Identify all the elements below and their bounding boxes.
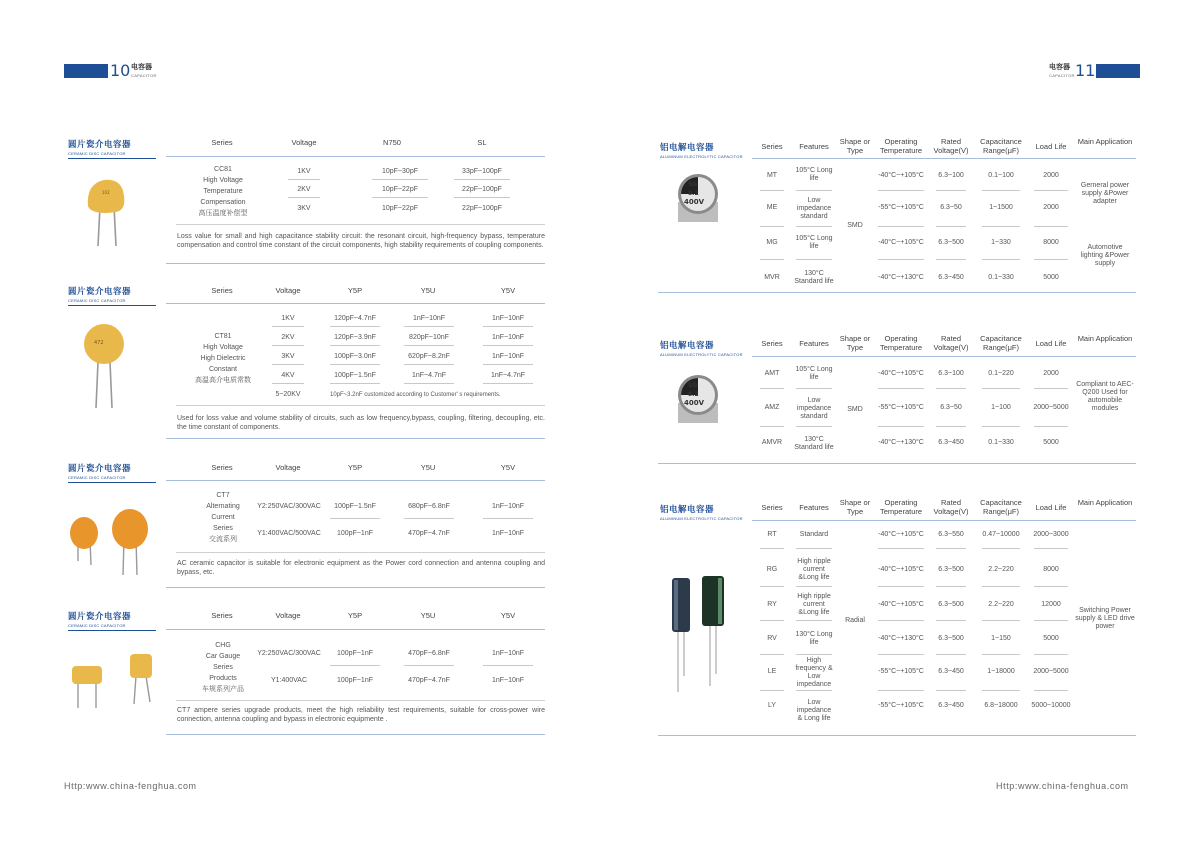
feature-cell: Low impedance & Long life [796, 699, 832, 722]
header-bar-left [64, 64, 108, 78]
table-cell: 8000 [1043, 239, 1059, 246]
header-subtitle-left: CAPACITOR [131, 73, 157, 78]
table-cell: 2000 [1043, 370, 1059, 377]
table-cell: 6.3~450 [938, 439, 964, 446]
feature-cell: 130°C Standard life [794, 270, 834, 285]
table-cell: 6.3~100 [938, 370, 964, 377]
table-cell: 10pF~22pF [382, 186, 418, 193]
table-cell: 1nF~10nF [491, 677, 525, 684]
section-rule [166, 734, 545, 735]
description: AC ceramic capacitor is suitable for electronic equipment as the Power cord connection and antenna coupling and bypass, etc. [177, 560, 545, 576]
table-cell: 1nF~10nF [491, 530, 525, 537]
feature-cell: 130°C Standard life [794, 436, 834, 451]
col-header: Y5V [500, 611, 516, 620]
col-header: Shape or Type [839, 334, 871, 352]
table-cell: 3KV [281, 353, 295, 360]
smd-capacitor-image [676, 373, 720, 423]
table-cell: Y1:400VAC [270, 677, 308, 684]
table-cell: 1~150 [991, 635, 1011, 642]
series-cell: MG [766, 239, 778, 246]
col-header: Y5V [500, 463, 516, 472]
col-header: Shape or Type [839, 498, 871, 516]
col-header: Features [799, 142, 829, 151]
application-cell: Gerneral power supply &Power adapter [1080, 182, 1130, 205]
series-cell: LY [767, 702, 777, 709]
col-header: Operating Temperature [879, 137, 923, 155]
col-header: Operating Temperature [879, 334, 923, 352]
table-cell: 5000 [1043, 439, 1059, 446]
table-cell: 0.47~10000 [982, 531, 1020, 538]
table-note: 10pF~3.2nF customized according to Customer' s requirements. [330, 392, 501, 398]
table-cell: 1nF~4.7nF [411, 372, 447, 379]
table-cell: -40°C~+105°C [878, 239, 924, 246]
table-cell: 0.1~100 [988, 172, 1014, 179]
section-title: 铝电解电容器 ALUMINUM ELECTROLYTIC CAPACITOR [660, 142, 743, 159]
table-cell: 1nF~10nF [491, 650, 525, 657]
col-header: Series [211, 138, 233, 147]
col-header: Series [211, 611, 233, 620]
ceramic-capacitor-image [78, 322, 130, 408]
col-header: Voltage [291, 138, 317, 147]
series-cell: LE [767, 668, 777, 675]
table-cell: 2000 [1043, 204, 1059, 211]
table-cell: 6.3~500 [938, 566, 964, 573]
series-cell: AMZ [764, 404, 780, 411]
section-title: 铝电解电容器 ALUMINUM ELECTROLYTIC CAPACITOR [660, 340, 743, 357]
col-header: Operating Temperature [879, 498, 923, 516]
table-cell: 2000~3000 [1033, 531, 1069, 538]
table-cell: 0.1~330 [988, 274, 1014, 281]
section-rule [658, 292, 1136, 293]
header-rule [166, 303, 545, 304]
table-cell: 100pF~1nF [337, 650, 373, 657]
table-cell: 1nF~10nF [491, 315, 525, 322]
svg-text:472: 472 [94, 340, 104, 346]
section-title: 圆片瓷介电容器 CERAMIC DISC CAPACITOR [68, 138, 156, 159]
col-header: Series [211, 286, 233, 295]
header-rule [752, 356, 1136, 357]
table-cell: 470pF~6.8nF [408, 650, 450, 657]
application-cell: Automotive lighting &Power supply [1080, 244, 1130, 267]
header-rule [166, 480, 545, 481]
shape-cell: SMD [847, 406, 863, 413]
section-rule [166, 587, 545, 588]
series-cell: AMT [764, 370, 780, 377]
svg-text:SG: SG [688, 181, 698, 188]
col-header: Series [761, 142, 783, 151]
table-cell: 100pF~1nF [337, 530, 373, 537]
series-cell: RV [767, 635, 777, 642]
feature-cell: High ripple current &Long life [797, 558, 831, 581]
section-rule [166, 438, 545, 439]
table-cell: 6.3~500 [938, 239, 964, 246]
col-header: Voltage [275, 611, 301, 620]
section-title: 圆片瓷介电容器 CERAMIC DISC CAPACITOR [68, 610, 156, 631]
col-header: Main Application [1077, 334, 1133, 343]
col-header: Features [799, 339, 829, 348]
col-header: Capacitance Range(μF) [980, 498, 1022, 516]
table-cell: 1~330 [991, 239, 1011, 246]
header-rule [752, 520, 1136, 521]
series-cell: MT [766, 172, 778, 179]
section-title: 圆片瓷介电容器 CERAMIC DISC CAPACITOR [68, 462, 156, 483]
description: Used for loss value and volume stability of circuits, such as low frequency,bypass, coupling, filtering, decoupling, etc. the time constant of components. [177, 415, 545, 431]
page-number-left: 10 [110, 61, 131, 80]
table-cell: 470pF~4.7nF [408, 677, 450, 684]
header-subtitle-right: CAPACITOR [1049, 73, 1075, 78]
table-cell: 1~100 [991, 404, 1011, 411]
shape-cell: SMD [847, 222, 863, 229]
header-rule [166, 629, 545, 630]
series-cell: CHG Car Gauge Series Products 车规系列产品 [202, 642, 244, 693]
series-cell: RY [767, 601, 777, 608]
feature-cell: 105°C Long life [795, 235, 833, 250]
col-header: Y5V [500, 286, 516, 295]
col-header: Capacitance Range(μF) [980, 334, 1022, 352]
table-cell: -40°C~+105°C [878, 370, 924, 377]
footer-url-right[interactable]: Http:www.china-fenghua.com [996, 781, 1129, 791]
table-cell: 0.1~220 [988, 370, 1014, 377]
table-cell: 6.3~450 [938, 274, 964, 281]
feature-cell: 105°C Long life [795, 366, 833, 381]
feature-cell: High frequency & Low impedance [795, 657, 833, 688]
series-cell: AMVR [761, 439, 783, 446]
header-rule [752, 158, 1136, 159]
table-cell: 6.3~500 [938, 635, 964, 642]
radial-capacitor-image [666, 574, 730, 698]
table-cell: 3KV [297, 205, 311, 212]
col-header: Load Life [1035, 503, 1067, 512]
feature-cell: 105°C Long life [795, 167, 833, 182]
table-cell: 2KV [297, 186, 311, 193]
section-rule [658, 463, 1136, 464]
table-cell: -55°C~+105°C [878, 668, 924, 675]
col-header: Voltage [275, 286, 301, 295]
application-cell: Compliant to AEC-Q200 Used for automobile modules [1076, 381, 1134, 412]
footer-url-left[interactable]: Http:www.china-fenghua.com [64, 781, 197, 791]
table-cell: 33pF~100pF [462, 168, 502, 175]
col-header: Main Application [1077, 137, 1133, 146]
table-cell: -40°C~+130°C [878, 274, 924, 281]
col-header: N750 [383, 138, 401, 147]
table-cell: 100pF~1.5nF [334, 503, 376, 510]
col-header: Series [761, 503, 783, 512]
table-cell: 100pF~1nF [337, 677, 373, 684]
feature-cell: Low impedance standard [796, 197, 832, 220]
table-cell: 6.3~100 [938, 172, 964, 179]
col-header: Y5U [420, 286, 436, 295]
table-cell: -40°C~+130°C [878, 635, 924, 642]
table-cell: Y2:250VAC/300VAC [257, 650, 321, 657]
col-header: Load Life [1035, 142, 1067, 151]
table-cell: 2000~5000 [1033, 404, 1069, 411]
section-rule [166, 263, 545, 264]
col-header: Load Life [1035, 339, 1067, 348]
svg-text:400V: 400V [684, 399, 705, 407]
shape-cell: Radial [845, 617, 865, 624]
table-cell: 1nF~10nF [491, 353, 525, 360]
page-number-right: 11 [1075, 61, 1096, 80]
table-cell: -40°C~+105°C [878, 566, 924, 573]
series-cell: MVR [764, 274, 780, 281]
col-header: Rated Voltage(V) [933, 498, 969, 516]
description: CT7 ampere series upgrade products, meet the high reliability test requirements, suitable for cross-power wire connection, antenna coupling and bypass in electronic equipmente . [177, 707, 545, 723]
table-cell: -40°C~+105°C [878, 172, 924, 179]
svg-text:8.2: 8.2 [688, 391, 699, 398]
table-cell: 1KV [281, 315, 295, 322]
table-cell: 1nF~4.7nF [490, 372, 526, 379]
col-header: SL [477, 138, 487, 147]
col-header: Series [211, 463, 233, 472]
table-cell: 100pF~1.5nF [334, 372, 376, 379]
table-cell: -55°C~+105°C [878, 204, 924, 211]
table-cell: 1~18000 [987, 668, 1015, 675]
table-cell: 680pF~6.8nF [408, 503, 450, 510]
table-cell: 22pF~100pF [462, 205, 502, 212]
series-cell: CT81 High Voltage High Dielectric Constant 高温高介电质常数 [195, 333, 251, 384]
section-title: 圆片瓷介电容器 CERAMIC DISC CAPACITOR [68, 285, 156, 306]
col-header: Rated Voltage(V) [933, 137, 969, 155]
table-cell: 2.2~220 [988, 601, 1014, 608]
table-cell: 1nF~10nF [491, 503, 525, 510]
col-header: Rated Voltage(V) [933, 334, 969, 352]
table-cell: 5000 [1043, 274, 1059, 281]
table-cell: 100pF~3.0nF [334, 353, 376, 360]
table-cell: 2000 [1043, 172, 1059, 179]
table-cell: -40°C~+105°C [878, 601, 924, 608]
header-bar-right [1096, 64, 1140, 78]
table-cell: 2.2~220 [988, 566, 1014, 573]
ceramic-capacitor-image [70, 652, 158, 708]
series-cell: CC81 High Voltage Temperature Compensation 高压温度补偿型 [198, 166, 248, 217]
col-header: Shape or Type [839, 137, 871, 155]
series-cell: ME [766, 204, 778, 211]
table-cell: 470pF~4.7nF [408, 530, 450, 537]
col-header: Y5U [420, 611, 436, 620]
header-rule [166, 156, 545, 157]
ceramic-capacitor-image [66, 505, 156, 575]
table-cell: 1~1500 [989, 204, 1013, 211]
table-cell: Y2:250VAC/300VAC [257, 503, 321, 510]
series-cell: CT7 Alternating Current Series 交流系列 [206, 492, 240, 543]
header-title-left: 电容器 [131, 64, 152, 71]
application-cell: Switching Power supply & LED drive power [1075, 607, 1135, 630]
description: Loss value for small and high capacitance stability circuit: the resonant circuit, high-frequency bypass, temperature compensation and control time constant of the circuit components, high stability requirements of coupling components. [177, 233, 545, 249]
table-cell: 0.1~330 [988, 439, 1014, 446]
col-header: Y5P [347, 611, 363, 620]
col-header: Series [761, 339, 783, 348]
table-cell: 6.8~18000 [984, 702, 1018, 709]
col-header: Capacitance Range(μF) [980, 137, 1022, 155]
svg-text:SG: SG [688, 382, 698, 389]
header-title-right: 电容器 [1049, 64, 1070, 71]
table-cell: 620pF~8.2nF [408, 353, 450, 360]
table-cell: 1nF~10nF [491, 334, 525, 341]
series-cell: RT [767, 531, 777, 538]
table-cell: 5~20KV [275, 391, 301, 398]
feature-cell: Low impedance standard [796, 397, 832, 420]
svg-text:102: 102 [102, 190, 110, 195]
smd-capacitor-image [676, 172, 720, 222]
table-cell: 4KV [281, 372, 295, 379]
table-cell: -55°C~+105°C [878, 702, 924, 709]
table-cell: 5000~10000 [1031, 702, 1071, 709]
table-cell: 2KV [281, 334, 295, 341]
col-header: Y5P [347, 286, 363, 295]
series-cell: RG [766, 566, 778, 573]
svg-text:400V: 400V [684, 198, 705, 206]
table-cell: 6.3~500 [938, 601, 964, 608]
table-cell: 6.3~450 [938, 702, 964, 709]
col-header: Y5P [347, 463, 363, 472]
table-cell: 22pF~100pF [462, 186, 502, 193]
svg-text:8.2: 8.2 [688, 190, 699, 197]
table-cell: 120pF~3.9nF [334, 334, 376, 341]
col-header: Voltage [275, 463, 301, 472]
col-header: Main Application [1077, 498, 1133, 507]
col-header: Features [799, 503, 829, 512]
table-cell: 10pF~30pF [382, 168, 418, 175]
table-cell: Y1:400VAC/500VAC [257, 530, 321, 537]
table-cell: 6.3~550 [938, 531, 964, 538]
col-header: Y5U [420, 463, 436, 472]
table-cell: 120pF~4.7nF [334, 315, 376, 322]
feature-cell: High ripple current &Long life [797, 593, 831, 616]
ceramic-capacitor-image [82, 176, 132, 246]
table-cell: 1nF~10nF [412, 315, 446, 322]
table-cell: 6.3~450 [938, 668, 964, 675]
table-cell: -55°C~+105°C [878, 404, 924, 411]
table-cell: 12000 [1041, 601, 1061, 608]
table-cell: 5000 [1043, 635, 1059, 642]
section-rule [658, 735, 1136, 736]
table-cell: 1KV [297, 168, 311, 175]
table-cell: 10pF~22pF [382, 205, 418, 212]
table-cell: 820pF~10nF [409, 334, 449, 341]
table-cell: 6.3~50 [940, 204, 962, 211]
feature-cell: 130°C Long life [795, 631, 833, 646]
table-cell: -40°C~+105°C [878, 531, 924, 538]
section-title: 铝电解电容器 ALUMINUM ELECTROLYTIC CAPACITOR [660, 504, 743, 521]
table-cell: 6.3~50 [940, 404, 962, 411]
table-cell: 8000 [1043, 566, 1059, 573]
table-cell: -40°C~+130°C [878, 439, 924, 446]
feature-cell: Standard [799, 531, 829, 538]
table-cell: 2000~5000 [1033, 668, 1069, 675]
